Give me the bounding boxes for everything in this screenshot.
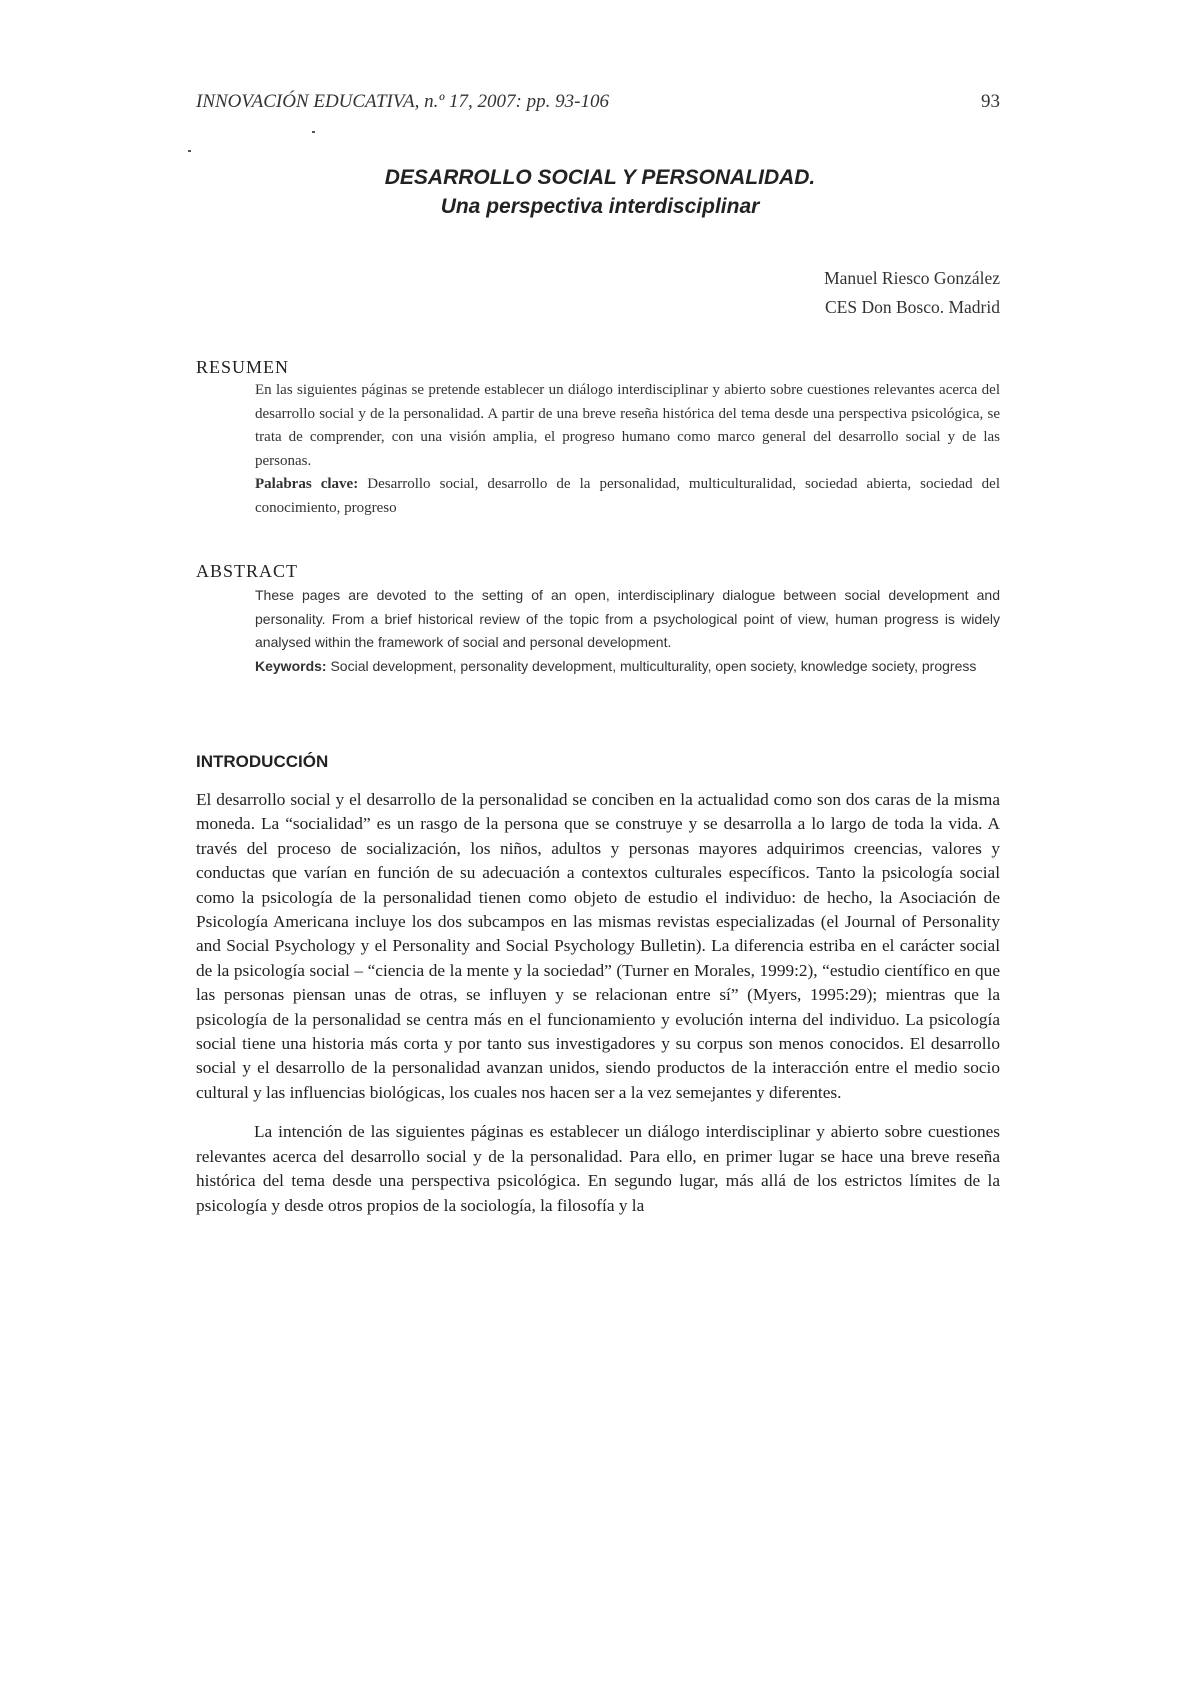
abstract-text: These pages are devoted to the setting of an open, interdisciplinary dialogue between social development and personality. From a brief historical review of the topic from a psychological point of view, human progress is widely analysed within the framework of social and personal development.: [255, 587, 1000, 650]
abstract-body: [255, 584, 1000, 678]
resumen-body: [255, 379, 1000, 520]
scan-mark: [312, 131, 315, 133]
title-main: DESARROLLO SOCIAL Y PERSONALIDAD.: [384, 166, 816, 189]
introduccion-body: [196, 788, 1000, 1233]
keywords-text: Desarrollo social, desarrollo de la personalidad, multiculturalidad, sociedad abierta, sociedad del conocimiento, progreso: [255, 476, 1000, 516]
introduccion-heading: INTRODUCCIÓN: [196, 752, 329, 771]
author-affiliation: CES Don Bosco. Madrid: [825, 297, 1000, 317]
resumen-text: En las siguientes páginas se pretende establecer un diálogo interdisciplinar y abierto sobre cuestiones relevantes acerca del desarrollo social y de la personalidad. A partir de una breve reseña histórica del tema desde una perspectiva psicológica, se trata de comprender, con una visión amplia, el progreso humano como marco general del desarrollo social y de las personas.: [255, 382, 1000, 469]
abstract-keywords: [255, 655, 1000, 679]
keywords-text: Social development, personality development, multiculturality, open society, knowledge society, progress: [330, 657, 977, 674]
scan-mark: [188, 150, 191, 152]
body-paragraph: El desarrollo social y el desarrollo de la personalidad se conciben en la actualidad como son dos caras de la misma moneda. La “socialidad” es un rasgo de la persona que se construye y se desarrolla a lo largo de toda la vida. A través del proceso de socialización, los niños, adultos y personas mayores adquirimos creencias, valores y conductas que varían en función de su adecuación a contextos culturales específicos. Tanto la psicología social como la psicología de la personalidad tienen como objeto de estudio el individuo: de hecho, la Asociación de Psicología Americana incluye los dos subcampos en las mismas revistas especializadas (el Journal of Personality and Social Psychology y el Personality and Social Psychology Bulletin). La diferencia estriba en el carácter social de la psicología social – “ciencia de la mente y la sociedad” (Turner en Morales, 1999:2), “estudio científico en que las personas piensan unas de otras, se influyen y se relacionan entre sí” (Myers, 1995:29); mientras que la psicología de la personalidad se centra más en el funcionamiento y evolución interna del individuo. La psicología social tiene una historia más corta y por tanto sus investigadores y su corpus son menos conocidos. El desarrollo social y el desarrollo de la personalidad avanzan unidos, siendo productos de la interacción entre el medio socio cultural y las influencias biológicas, los cuales nos hacen ser a la vez semejantes y diferentes.: [196, 790, 1000, 1102]
running-head: INNOVACIÓN EDUCATIVA, n.º 17, 2007: pp. 93-106: [196, 91, 609, 112]
body-paragraph: La intención de las siguientes páginas es establecer un diálogo interdisciplinar y abierto sobre cuestiones relevantes acerca del desarrollo social y de la personalidad. Para ello, en primer lugar se hace una breve reseña histórica del tema desde una perspectiva psicológica. En segundo lugar, más allá de los estrictos límites de la psicología y desde otros propios de la sociología, la filosofía y la: [196, 1122, 1000, 1215]
author-block: [824, 264, 1000, 322]
page-number: 93: [981, 91, 1000, 112]
abstract-heading: ABSTRACT: [196, 561, 299, 581]
resumen-keywords: [255, 473, 1000, 520]
keywords-label: Palabras clave:: [255, 476, 359, 492]
title-subtitle: Una perspectiva interdisciplinar: [440, 195, 760, 218]
author-name: Manuel Riesco González: [824, 268, 1000, 288]
keywords-label: Keywords:: [255, 657, 327, 674]
article-title: [0, 163, 1200, 221]
resumen-heading: RESUMEN: [196, 357, 290, 377]
